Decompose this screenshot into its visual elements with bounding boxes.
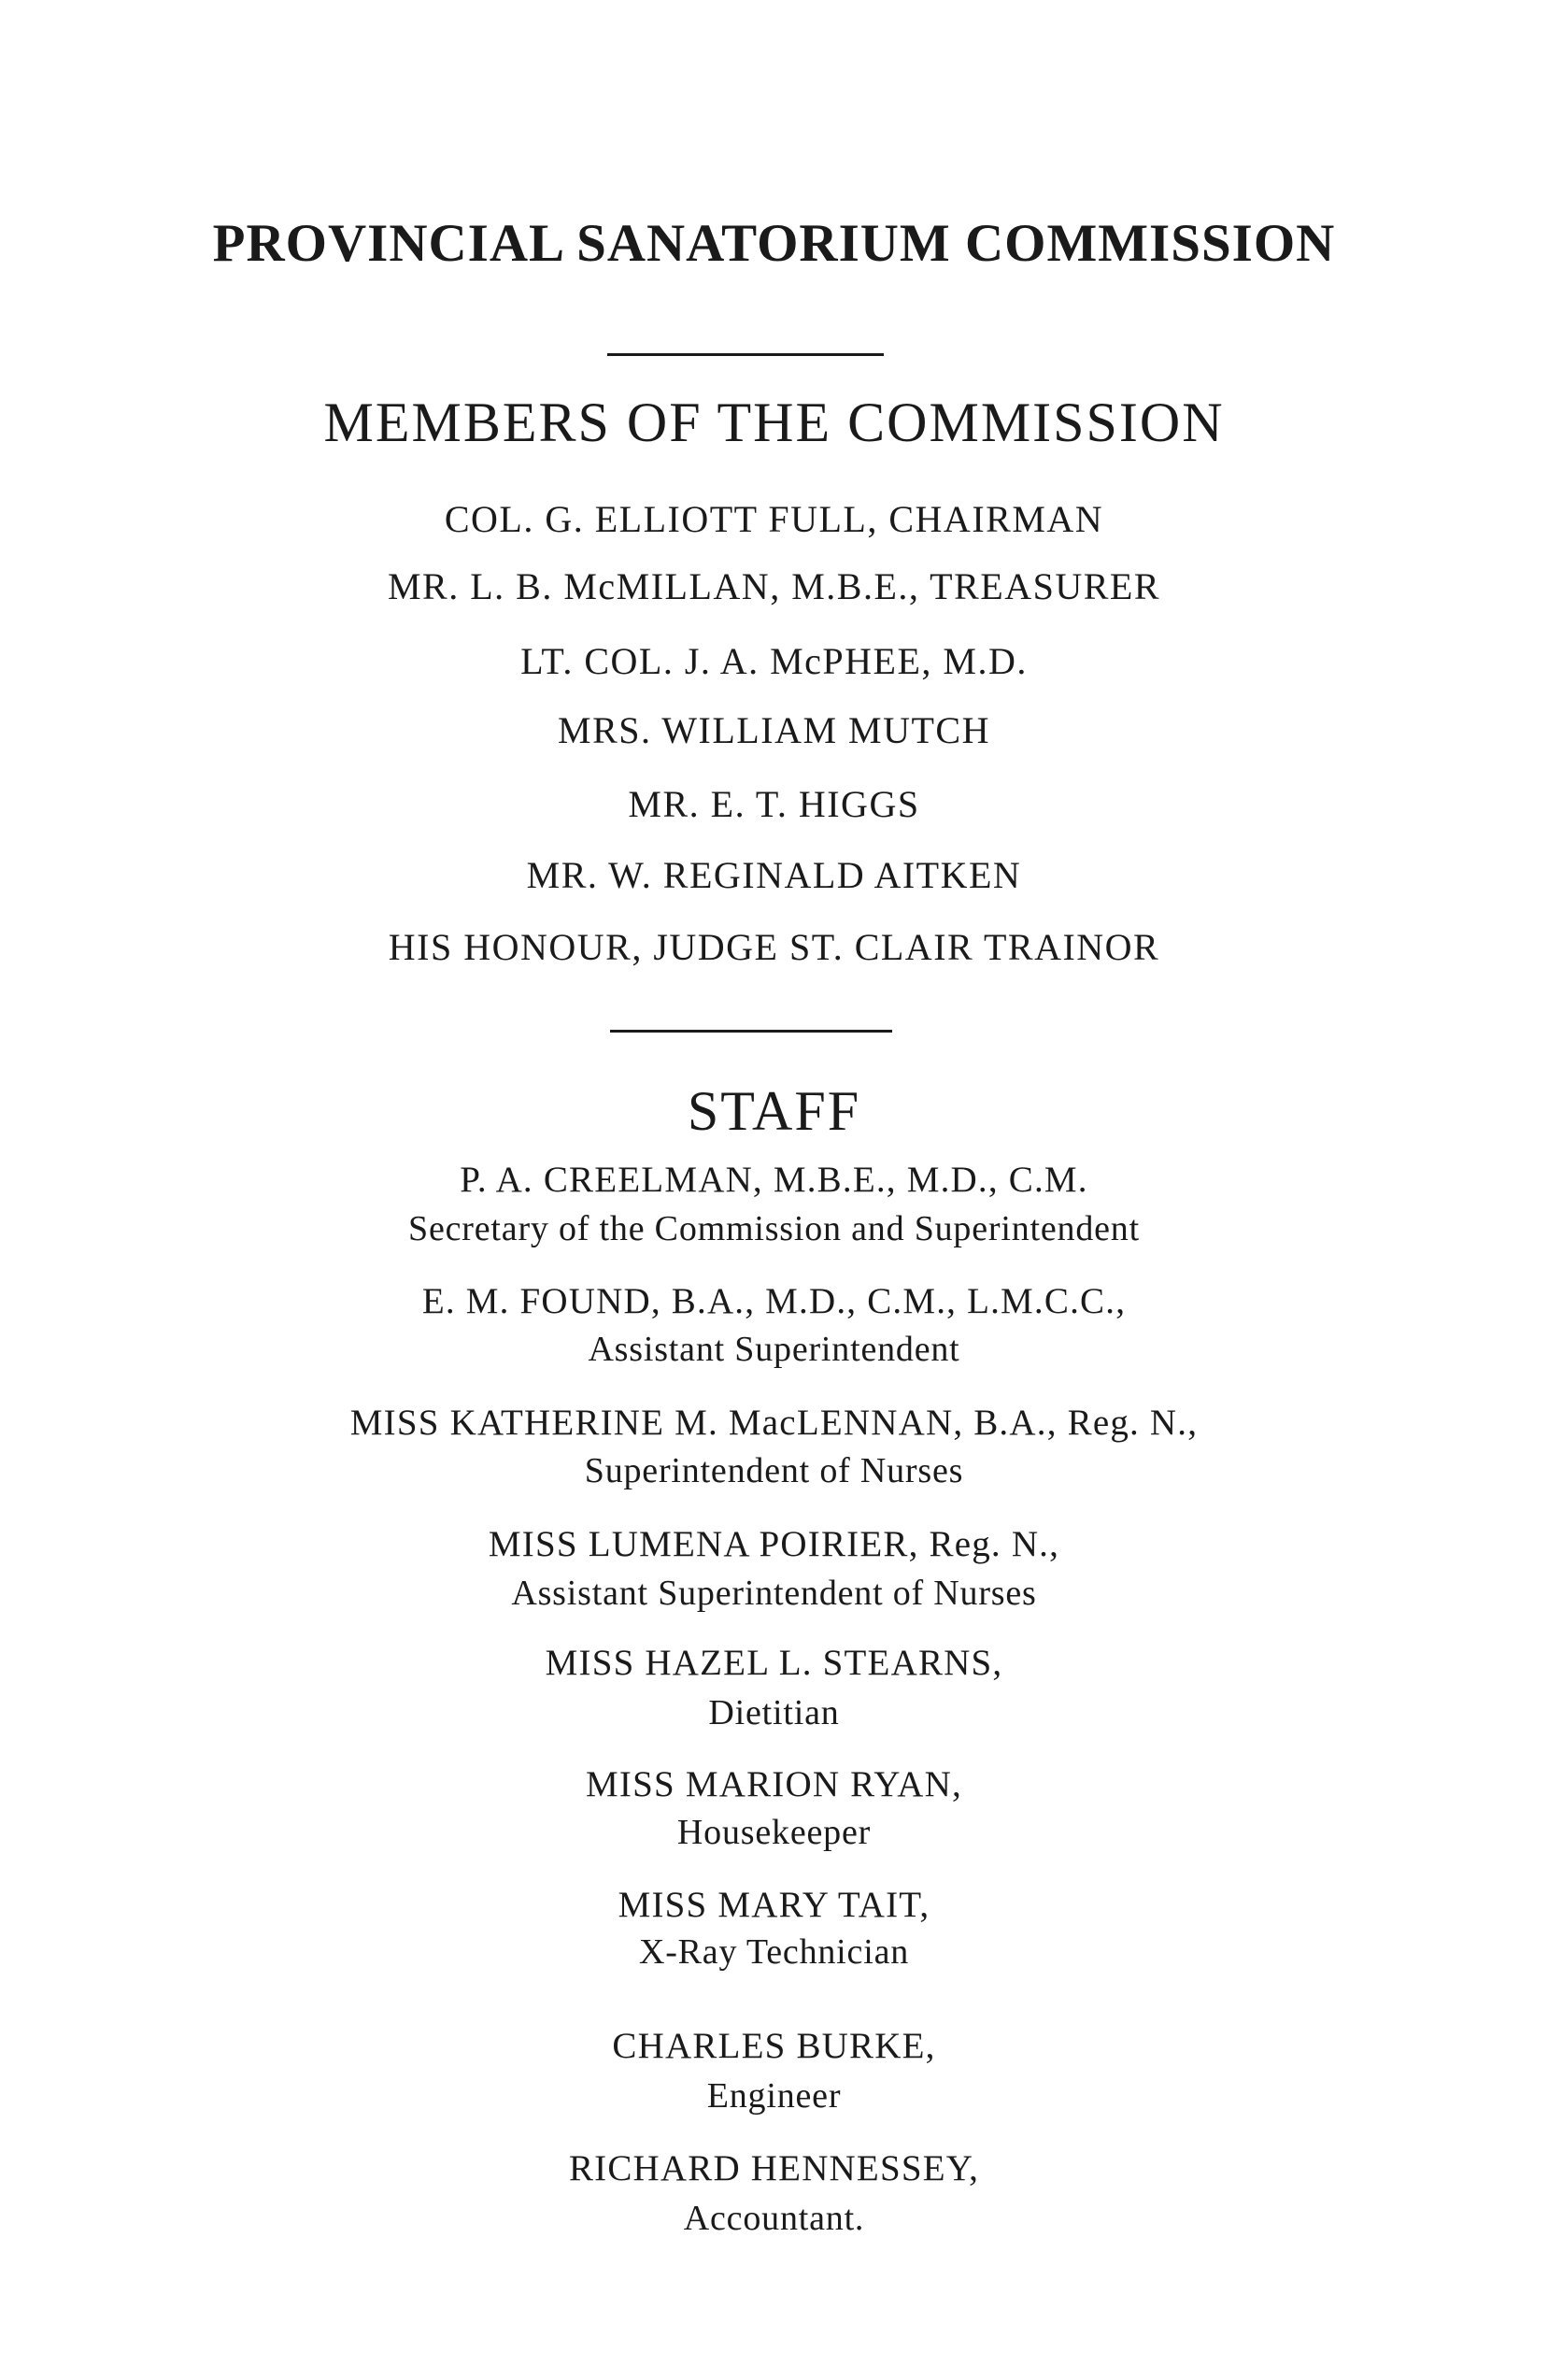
- page-title: PROVINCIAL SANATORIUM COMMISSION: [212, 214, 1336, 273]
- member-entry: MRS. WILLIAM MUTCH: [558, 709, 990, 751]
- staff-role: Assistant Superintendent of Nurses: [511, 1574, 1037, 1613]
- divider: [607, 353, 884, 356]
- staff-role: Accountant.: [683, 2199, 865, 2238]
- members-heading: MEMBERS OF THE COMMISSION: [323, 392, 1225, 453]
- staff-role: Engineer: [706, 2076, 842, 2116]
- staff-role: X-Ray Technician: [638, 1932, 910, 1972]
- staff-role: Dietitian: [708, 1693, 840, 1732]
- staff-name: MISS LUMENA POIRIER, Reg. N.,: [488, 1524, 1060, 1564]
- staff-name: MISS HAZEL L. STEARNS,: [545, 1643, 1003, 1683]
- staff-name: RICHARD HENNESSEY,: [568, 2148, 980, 2188]
- staff-role: Assistant Superintendent: [588, 1330, 960, 1369]
- staff-name: MISS KATHERINE M. MacLENNAN, B.A., Reg. N.,: [349, 1403, 1199, 1443]
- divider: [610, 1030, 892, 1033]
- staff-name: MISS MARION RYAN,: [586, 1764, 962, 1804]
- staff-name: E. M. FOUND, B.A., M.D., C.M., L.M.C.C.,: [421, 1281, 1127, 1321]
- staff-name: P. A. CREELMAN, M.B.E., M.D., C.M.: [460, 1160, 1088, 1200]
- member-entry: LT. COL. J. A. McPHEE, M.D.: [520, 640, 1028, 682]
- staff-role: Superintendent of Nurses: [584, 1451, 964, 1490]
- staff-role: Secretary of the Commission and Superintendent: [408, 1209, 1140, 1248]
- staff-name: MISS MARY TAIT,: [618, 1885, 930, 1925]
- member-entry: MR. L. B. McMILLAN, M.B.E., TREASURER: [387, 565, 1161, 607]
- member-entry: MR. W. REGINALD AITKEN: [526, 854, 1022, 896]
- staff-heading: STAFF: [687, 1080, 861, 1142]
- staff-name: CHARLES BURKE,: [612, 2026, 936, 2066]
- staff-role: Housekeeper: [676, 1813, 872, 1852]
- member-entry: MR. E. T. HIGGS: [628, 783, 920, 825]
- member-entry: HIS HONOUR, JUDGE ST. CLAIR TRAINOR: [388, 926, 1160, 968]
- member-entry: COL. G. ELLIOTT FULL, CHAIRMAN: [444, 498, 1104, 540]
